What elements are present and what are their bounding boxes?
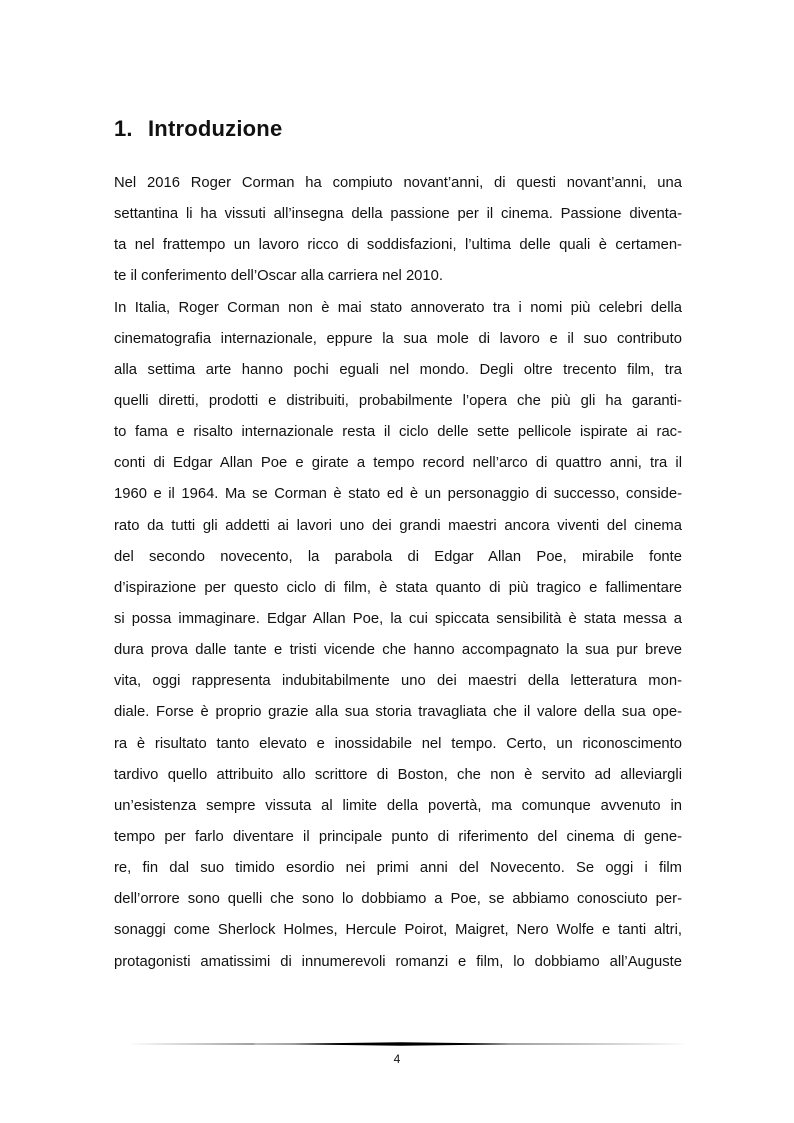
text-line: to fama e risalto internazionale resta il ciclo delle sette pellicole ispirate ai rac- [114,424,682,441]
text-line: un’esistenza sempre vissuta al limite della povertà, ma comunque avvenuto in [114,797,682,814]
text-line: quelli diretti, prodotti e distribuiti, probabilmente l’opera che più gli ha garanti- [114,392,682,409]
text-line: tardivo quello attribuito allo scrittore di Boston, che non è servito ad alleviargli [114,766,682,783]
text-line: 1960 e il 1964. Ma se Corman è stato ed è un personaggio di successo, conside- [114,486,682,503]
text-line: diale. Forse è proprio grazie alla sua storia travagliata che il valore della sua ope- [114,704,682,721]
text-line: te il conferimento dell’Oscar alla carriera nel 2010. [114,268,443,285]
section-number: 1. [114,116,133,141]
text-line: Nel 2016 Roger Corman ha compiuto novant’anni, di questi novant’anni, una [114,175,682,191]
paragraph-1 [114,172,682,297]
text-line: vita, oggi rappresenta indubitabilmente uno dei maestri della letteratura mon- [114,673,682,690]
text-line: In Italia, Roger Corman non è mai stato annoverato tra i nomi più celebri della [114,299,682,316]
footer-divider [114,1042,689,1046]
text-line: alla settima arte hanno pochi eguali nel mondo. Degli oltre trecento film, tra [114,361,682,378]
page-number: 4 [393,1052,401,1066]
text-line: conti di Edgar Allan Poe e girate a tempo record nell’arco di quattro anni, tra il [114,455,682,472]
text-line: re, fin dal suo timido esordio nei primi anni del Novecento. Se oggi i film [114,860,682,877]
text-line: ra è risultato tanto elevato e inossidabile nel tempo. Certo, un riconoscimento [114,735,682,752]
text-line: dell’orrore sono quelli che sono lo dobbiamo a Poe, se abbiamo conosciuto per- [114,891,682,908]
text-line: ta nel frattempo un lavoro ricco di soddisfazioni, l’ultima delle quali è certamen- [114,237,682,254]
text-line: rato da tutti gli addetti ai lavori uno dei grandi maestri ancora viventi del cinema [114,517,682,534]
text-line: d’ispirazione per questo ciclo di film, è stata quanto di più tragico e fallimentare [114,579,682,596]
section-heading [114,116,282,142]
text-line: settantina li ha vissuti all’insegna della passione per il cinema. Passione diventa- [114,206,682,223]
body-text [114,172,682,982]
text-line: si possa immaginare. Edgar Allan Poe, la cui spiccata sensibilità è stata messa a [114,610,682,627]
text-line: sonaggi come Sherlock Holmes, Hercule Poirot, Maigret, Nero Wolfe e tanti altri, [114,922,682,939]
text-line: tempo per farlo diventare il principale punto di riferimento del cinema di gene- [114,828,682,845]
section-title: Introduzione [148,116,283,141]
text-line: protagonisti amatissimi di innumerevoli romanzi e film, lo dobbiamo all’Auguste [114,953,682,970]
text-line: dura prova dalle tante e tristi vicende che hanno accompagnato la sua pur breve [114,642,682,659]
text-line: del secondo novecento, la parabola di Edgar Allan Poe, mirabile fonte [114,548,682,565]
paragraph-2 [114,297,682,982]
text-line: cinematografia internazionale, eppure la sua mole di lavoro e il suo contributo [114,330,682,347]
